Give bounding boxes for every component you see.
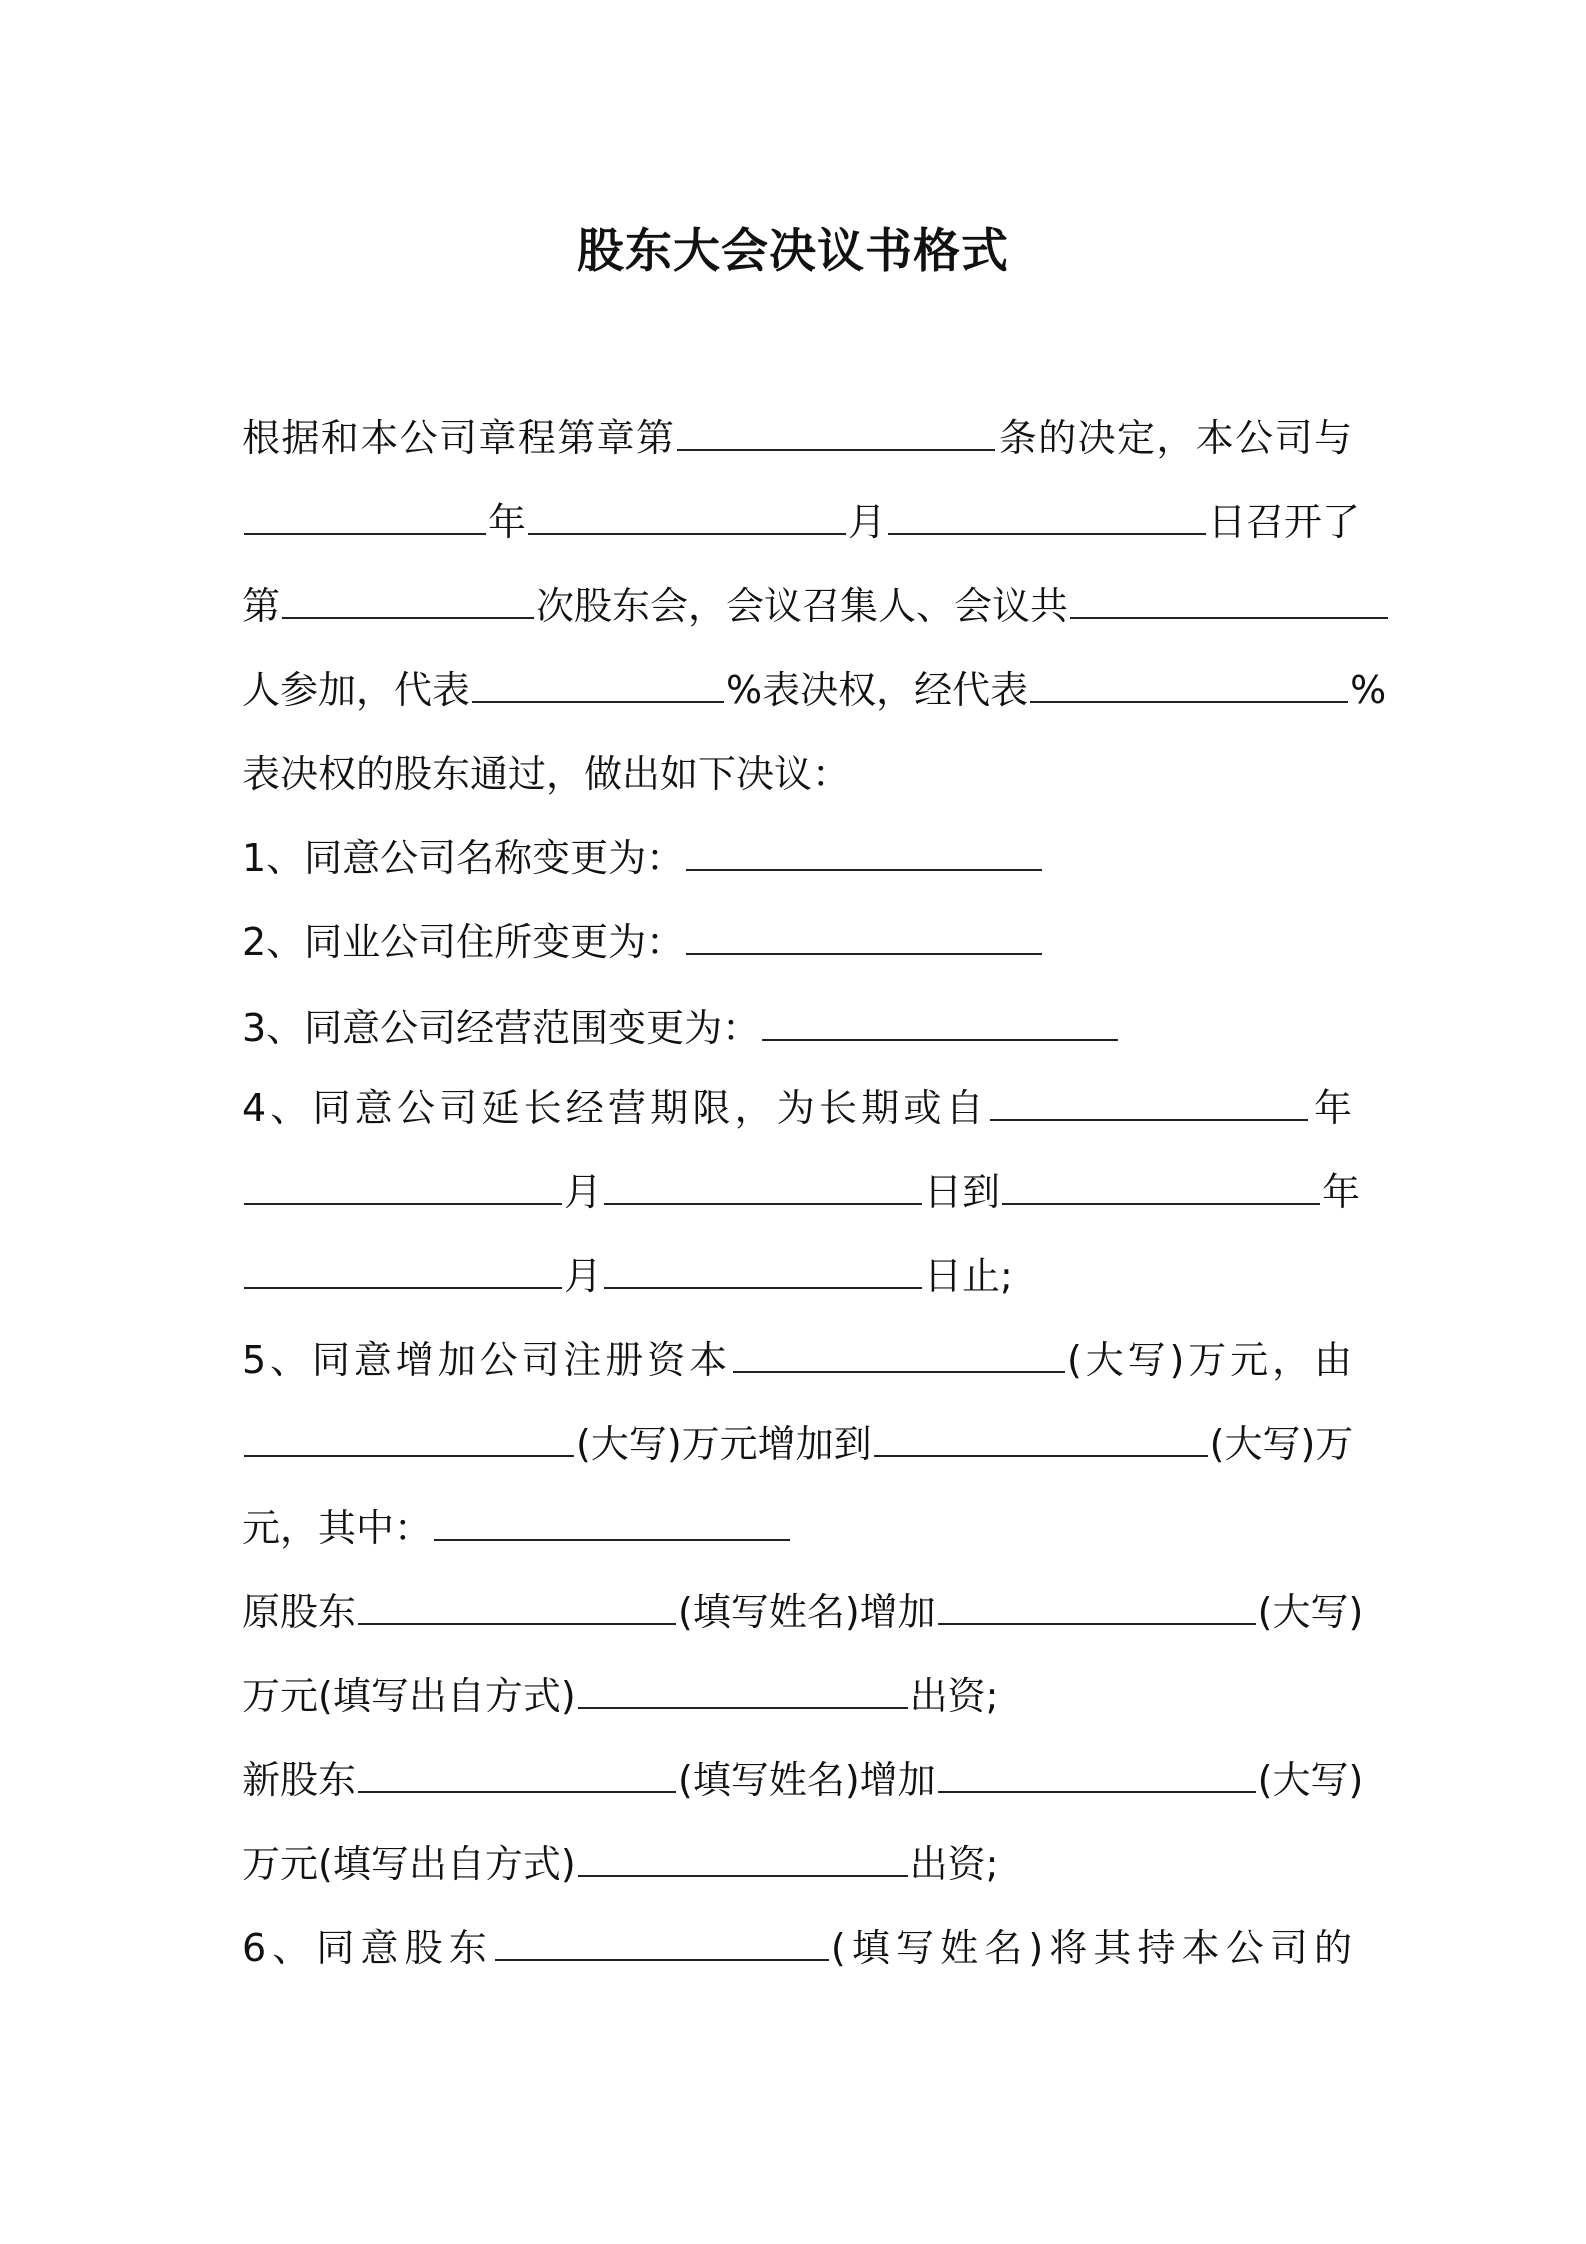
line-text: 次股东会，会议召集人、会议共 xyxy=(536,584,1069,628)
line-text: 月 xyxy=(564,1254,603,1298)
fill-in-blank[interactable] xyxy=(244,1454,574,1457)
line-text: 4、同意公司延长经营期限，为长期或自 xyxy=(242,1086,988,1130)
line-text: (大写)万元，由 xyxy=(1067,1338,1352,1382)
form-line xyxy=(242,748,1352,800)
fill-in-blank[interactable] xyxy=(1002,1202,1320,1205)
line-text: 条的决定，本公司与 xyxy=(997,416,1352,460)
fill-in-blank[interactable] xyxy=(604,1202,922,1205)
line-text: % xyxy=(1350,668,1387,712)
document-title: 股东大会决议书格式 xyxy=(577,224,1009,279)
fill-in-blank[interactable] xyxy=(472,700,724,703)
fill-in-blank[interactable] xyxy=(1070,616,1388,619)
line-text: 表决权的股东通过，做出如下决议： xyxy=(242,752,851,796)
line-text: 第 xyxy=(242,584,281,628)
line-text: 万元(填写出自方式) xyxy=(242,1842,576,1886)
form-line xyxy=(242,1838,1352,1890)
fill-in-blank[interactable] xyxy=(604,1286,922,1289)
line-text: 1、同意公司名称变更为： xyxy=(242,836,685,880)
fill-in-blank[interactable] xyxy=(578,1874,908,1877)
fill-in-blank[interactable] xyxy=(990,1118,1308,1121)
form-line xyxy=(242,1502,1352,1554)
line-text: 出资; xyxy=(909,1674,999,1718)
line-text: (大写)万元增加到 xyxy=(576,1422,872,1466)
line-text: 新股东 xyxy=(242,1758,357,1802)
fill-in-blank[interactable] xyxy=(244,1202,562,1205)
fill-in-blank[interactable] xyxy=(244,1286,562,1289)
line-text: 2、同业公司住所变更为： xyxy=(242,920,685,964)
form-line xyxy=(242,1922,1352,1974)
line-text: 年 xyxy=(1309,1086,1352,1130)
line-text: 年 xyxy=(1322,1170,1361,1214)
fill-in-blank[interactable] xyxy=(358,1622,676,1625)
fill-in-blank[interactable] xyxy=(888,532,1206,535)
form-line xyxy=(242,496,1361,548)
fill-in-blank[interactable] xyxy=(434,1538,790,1541)
line-text: (填写姓名)增加 xyxy=(678,1590,936,1634)
line-text: 万元(填写出自方式) xyxy=(242,1674,576,1718)
line-text: 6、同意股东 xyxy=(242,1926,493,1970)
line-text: 5、同意增加公司注册资本 xyxy=(242,1338,732,1382)
form-line xyxy=(242,1586,1364,1638)
fill-in-blank[interactable] xyxy=(1030,700,1348,703)
form-line xyxy=(242,412,1352,464)
line-text: (大写)万 xyxy=(1209,1422,1354,1466)
line-text: 年 xyxy=(488,500,527,544)
line-text: 月 xyxy=(564,1170,603,1214)
fill-in-blank[interactable] xyxy=(938,1790,1256,1793)
fill-in-blank[interactable] xyxy=(282,616,534,619)
line-text: 元，其中： xyxy=(242,1506,433,1550)
form-line xyxy=(242,1002,1352,1054)
line-text: 根据和本公司章程第章第 xyxy=(242,416,676,460)
form-line xyxy=(242,1334,1352,1386)
line-text: (大写) xyxy=(1257,1590,1364,1634)
form-line xyxy=(242,1418,1352,1470)
line-text: 日止; xyxy=(924,1254,1013,1298)
fill-in-blank[interactable] xyxy=(733,1370,1065,1373)
fill-in-blank[interactable] xyxy=(762,1038,1118,1041)
fill-in-blank[interactable] xyxy=(528,532,846,535)
fill-in-blank[interactable] xyxy=(874,1454,1208,1457)
fill-in-blank[interactable] xyxy=(686,868,1042,871)
fill-in-blank[interactable] xyxy=(938,1622,1256,1625)
form-line xyxy=(242,580,1352,632)
line-text: (填写姓名)将其持本公司的 xyxy=(830,1926,1352,1970)
line-text: 月 xyxy=(848,500,887,544)
line-text: (大写) xyxy=(1257,1758,1364,1802)
line-text: 人参加，代表 xyxy=(242,668,471,712)
line-text: 日到 xyxy=(924,1170,1001,1214)
fill-in-blank[interactable] xyxy=(677,448,995,451)
fill-in-blank[interactable] xyxy=(578,1706,908,1709)
line-text: 原股东 xyxy=(242,1590,357,1634)
form-line xyxy=(242,1670,1352,1722)
form-line xyxy=(242,664,1387,716)
form-line xyxy=(242,1166,1361,1218)
fill-in-blank[interactable] xyxy=(686,952,1042,955)
form-line xyxy=(242,1082,1352,1134)
line-text: %表决权，经代表 xyxy=(726,668,1029,712)
fill-in-blank[interactable] xyxy=(244,532,486,535)
form-line xyxy=(242,1754,1364,1806)
line-text: 3、同意公司经营范围变更为： xyxy=(242,1006,761,1050)
form-line xyxy=(242,1250,1352,1302)
form-line xyxy=(242,916,1352,968)
fill-in-blank[interactable] xyxy=(495,1958,829,1961)
form-line xyxy=(242,832,1352,884)
line-text: 出资; xyxy=(909,1842,999,1886)
fill-in-blank[interactable] xyxy=(358,1790,676,1793)
line-text: 日召开了 xyxy=(1208,500,1361,544)
line-text: (填写姓名)增加 xyxy=(678,1758,936,1802)
